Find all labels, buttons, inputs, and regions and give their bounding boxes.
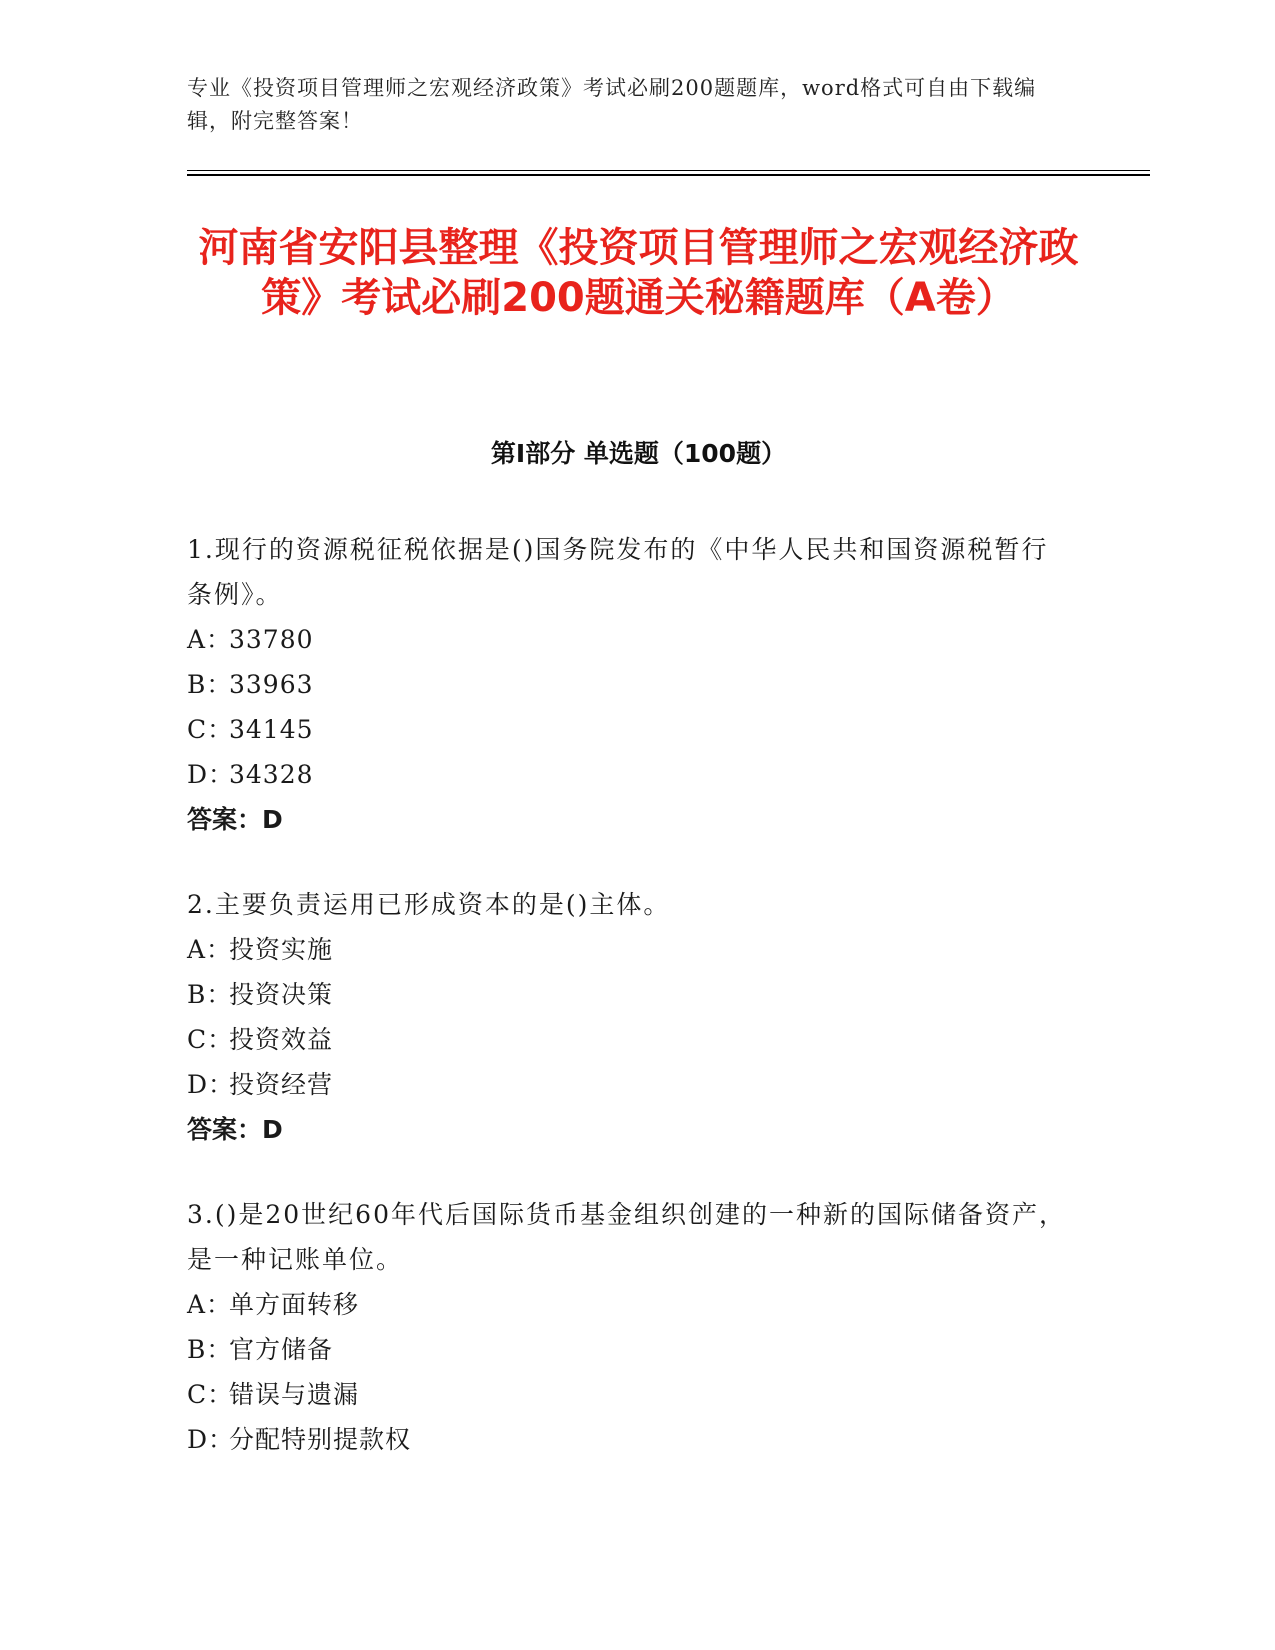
option-key: A： — [187, 1290, 233, 1319]
header-note: 专业《投资项目管理师之宏观经济政策》考试必刷200题题库，word格式可自由下载编辑，附完整答案！ — [187, 76, 1037, 133]
option-key: B： — [187, 1335, 233, 1364]
option-key: A： — [187, 625, 233, 654]
question-stem — [187, 882, 1067, 927]
question-text: 主要负责运用已形成资本的是()主体。 — [214, 890, 671, 919]
question-number: 1. — [187, 535, 215, 564]
option-key: A： — [187, 935, 233, 964]
option-key: D： — [187, 1425, 235, 1454]
answer: 答案：D — [187, 1115, 283, 1144]
option-key: D： — [187, 760, 235, 789]
option-c — [187, 1017, 1067, 1062]
question-2 — [187, 882, 1067, 1152]
document-title: 河南省安阳县整理《投资项目管理师之宏观经济政策》考试必刷200题通关秘籍题库（A卷） — [198, 225, 1079, 321]
question-list — [187, 527, 1067, 1502]
question-3 — [187, 1192, 1067, 1462]
answer: 答案：D — [187, 805, 283, 834]
option-a — [187, 927, 1067, 972]
option-text: 投资实施 — [229, 935, 334, 964]
question-text: ()是20世纪60年代后国际货币基金组织创建的一种新的国际储备资产，是一种记账单位。 — [187, 1200, 1066, 1274]
option-d — [187, 752, 1067, 797]
question-1 — [187, 527, 1067, 842]
option-a — [187, 1282, 1067, 1327]
option-text: 投资决策 — [229, 980, 334, 1009]
option-key: D： — [187, 1070, 235, 1099]
question-number: 2. — [187, 890, 215, 919]
option-key: C： — [187, 1025, 234, 1054]
section-title: 第I部分 单选题（100题） — [490, 439, 787, 468]
header-rule-thin — [187, 170, 1150, 171]
option-b — [187, 662, 1067, 707]
option-text: 单方面转移 — [229, 1290, 360, 1319]
option-text: 投资经营 — [229, 1070, 334, 1099]
option-text: 33780 — [229, 625, 314, 654]
option-text: 34328 — [229, 760, 314, 789]
question-text: 现行的资源税征税依据是()国务院发布的《中华人民共和国资源税暂行条例》。 — [187, 535, 1049, 609]
option-text: 分配特别提款权 — [229, 1425, 412, 1454]
question-stem — [187, 1192, 1067, 1282]
option-text: 33963 — [229, 670, 314, 699]
option-d — [187, 1062, 1067, 1107]
option-c — [187, 707, 1067, 752]
option-b — [187, 972, 1067, 1017]
option-d — [187, 1417, 1067, 1462]
option-key: C： — [187, 715, 234, 744]
option-text: 官方储备 — [229, 1335, 334, 1364]
option-a — [187, 617, 1067, 662]
option-key: B： — [187, 670, 233, 699]
question-number: 3. — [187, 1200, 215, 1229]
option-text: 34145 — [229, 715, 314, 744]
header-rule-thick — [187, 174, 1150, 176]
option-key: B： — [187, 980, 233, 1009]
option-b — [187, 1327, 1067, 1372]
question-stem — [187, 527, 1067, 617]
option-key: C： — [187, 1380, 234, 1409]
option-text: 投资效益 — [229, 1025, 334, 1054]
option-text: 错误与遗漏 — [229, 1380, 360, 1409]
option-c — [187, 1372, 1067, 1417]
